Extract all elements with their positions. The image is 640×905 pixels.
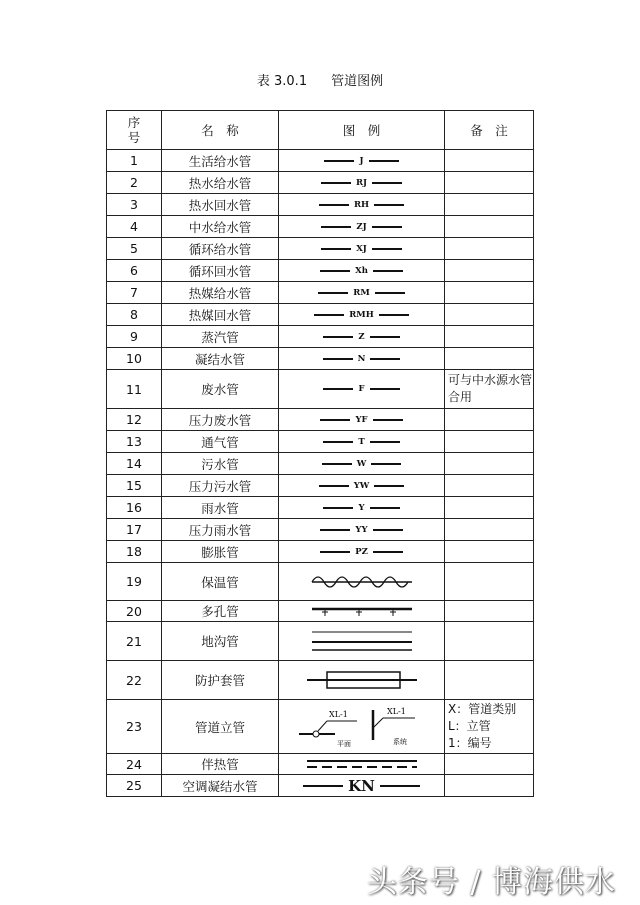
header-legend: 图 例 [279,111,445,150]
pipe-code: RMH [349,309,374,320]
pipe-legend-cell [279,700,445,754]
pipe-name: 管道立管 [162,700,279,754]
pipe-line [324,160,354,162]
pipe-name: 凝结水管 [162,348,279,370]
pipe-symbol [279,310,444,320]
pipe-symbol [279,525,444,535]
table-row [107,282,534,304]
note-text: 可与中水源水管合用 [448,373,533,404]
row-number: 20 [107,601,162,622]
row-number: 12 [107,409,162,431]
pipe-code: W [356,458,367,469]
pipe-line [320,529,350,531]
trench-pipe-symbol [307,626,417,656]
pipe-name: 雨水管 [162,497,279,519]
table-row [107,348,534,370]
pipe-legend-cell [279,260,445,282]
note-cell [445,348,534,370]
pipe-symbol [279,503,444,513]
header-name: 名 称 [162,111,279,150]
perforated-pipe-symbol [307,604,417,618]
row-number: 4 [107,216,162,238]
pipe-symbol [279,244,444,254]
pipe-legend-cell [279,661,445,700]
pipe-line [380,785,420,787]
table-row [107,601,534,622]
header-no: 序号 [107,111,162,150]
table-row [107,370,534,409]
note-cell [445,519,534,541]
table-row [107,541,534,563]
note-cell [445,541,534,563]
pipe-line [379,314,409,316]
pipe-legend-cell [279,370,445,409]
pipe-symbol [279,459,444,469]
row-number: 2 [107,172,162,194]
pipe-name: 地沟管 [162,622,279,661]
note-cell [445,238,534,260]
pipe-code: Y [358,502,365,513]
pipe-line [373,551,403,553]
table-caption [0,70,640,89]
pipe-symbol [279,288,444,298]
pipe-legend-cell [279,519,445,541]
table-row [107,661,534,700]
pipe-line [370,441,400,443]
pipe-code: RM [353,287,370,298]
pipe-line [372,248,402,250]
pipe-legend-cell [279,409,445,431]
table-header-row [107,111,534,150]
row-number: 18 [107,541,162,563]
pipe-name: 伴热管 [162,754,279,775]
table-title: 管道图例 [331,74,384,89]
pipe-legend-cell [279,282,445,304]
pipe-line [373,419,403,421]
note-cell [445,304,534,326]
row-number: 10 [107,348,162,370]
pipe-symbol [279,481,444,491]
note-cell [445,497,534,519]
row-number: 1 [107,150,162,172]
note-cell [445,194,534,216]
table-row [107,519,534,541]
pipe-code: PZ [355,546,368,557]
pipe-legend-cell [279,304,445,326]
note-cell [445,622,534,661]
pipe-name: 防护套管 [162,661,279,700]
table-row [107,172,534,194]
pipe-name: 空调凝结水管 [162,775,279,797]
sleeve-pipe-symbol [302,668,422,692]
row-number: 19 [107,563,162,601]
pipe-line [323,358,353,360]
pipe-line [371,463,401,465]
note-cell [445,453,534,475]
note-cell [445,370,534,409]
pipe-code: Z [358,331,365,342]
pipe-legend-cell [279,348,445,370]
pipe-name: 压力污水管 [162,475,279,497]
row-number: 3 [107,194,162,216]
pipe-line [320,270,350,272]
pipe-code: T [358,436,365,447]
row-number: 11 [107,370,162,409]
pipe-line [373,529,403,531]
note-cell [445,216,534,238]
note-cell [445,431,534,453]
pipe-code: XJ [356,243,367,254]
note-cell [445,475,534,497]
pipe-legend-cell [279,475,445,497]
pipe-legend-cell [279,431,445,453]
pipe-legend-cell [279,601,445,622]
pipe-symbol [279,222,444,232]
pipe-name: 中水给水管 [162,216,279,238]
pipe-code: YW [353,480,370,491]
watermark: 头条号 / 博海供水 [366,865,616,900]
pipe-symbol [279,384,444,394]
pipe-line [321,248,351,250]
table-row [107,431,534,453]
table-row [107,700,534,754]
pipe-symbol [279,332,444,342]
table-row [107,216,534,238]
pipe-line [319,204,349,206]
note-cell [445,260,534,282]
pipe-symbol [279,156,444,166]
pipe-line [372,226,402,228]
pipe-code: ZJ [356,221,367,232]
table-row [107,775,534,797]
pipe-symbol [279,437,444,447]
pipe-name: 通气管 [162,431,279,453]
pipe-line [303,785,343,787]
note-cell [445,326,534,348]
row-number: 16 [107,497,162,519]
pipe-line [320,419,350,421]
pipe-code: J [359,155,364,166]
note-line: 1：编号 [448,736,492,750]
pipe-line [369,160,399,162]
note-cell [445,172,534,194]
row-number: 23 [107,700,162,754]
pipe-legend-cell [279,754,445,775]
row-number: 22 [107,661,162,700]
table-row [107,260,534,282]
note-cell [445,282,534,304]
table-row [107,622,534,661]
pipe-line [323,388,353,390]
pipe-line [319,485,349,487]
pipe-legend-cell [279,172,445,194]
row-number: 21 [107,622,162,661]
pipe-code: YY [355,524,368,535]
table-number: 表 3.0.1 [256,74,308,89]
note-cell [445,601,534,622]
riser-tag: XL-1 [328,709,348,719]
pipe-legend-table [106,110,534,797]
pipe-line [321,226,351,228]
pipe-line [318,292,348,294]
table-row [107,409,534,431]
pipe-line [370,336,400,338]
row-number: 9 [107,326,162,348]
table-row [107,754,534,775]
table-row [107,475,534,497]
pipe-code: N [357,353,366,364]
table-row [107,304,534,326]
table-row [107,453,534,475]
note-line: L：立管 [448,719,491,733]
note-cell [445,563,534,601]
pipe-symbol [279,266,444,276]
pipe-symbol [279,547,444,557]
table-row [107,563,534,601]
pipe-line [323,441,353,443]
pipe-name: 热媒给水管 [162,282,279,304]
note-line: X：管道类别 [448,702,517,716]
note-cell [445,700,534,754]
pipe-legend-cell [279,563,445,601]
note-cell [445,661,534,700]
pipe-line [374,485,404,487]
pipe-legend-cell [279,150,445,172]
row-number: 13 [107,431,162,453]
pipe-line [320,551,350,553]
pipe-name: 压力雨水管 [162,519,279,541]
pipe-line [370,358,400,360]
pipe-line [314,314,344,316]
row-number: 7 [107,282,162,304]
row-number: 8 [107,304,162,326]
row-number: 17 [107,519,162,541]
row-number: 25 [107,775,162,797]
pipe-symbol [279,200,444,210]
pipe-name: 保温管 [162,563,279,601]
table-row [107,238,534,260]
row-number: 24 [107,754,162,775]
pipe-name: 废水管 [162,370,279,409]
pipe-legend-cell [279,194,445,216]
pipe-symbol [279,777,444,795]
row-number: 15 [107,475,162,497]
pipe-line [323,336,353,338]
pipe-name: 蒸汽管 [162,326,279,348]
pipe-name: 循环给水管 [162,238,279,260]
pipe-code: RJ [355,177,368,188]
pipe-line [322,463,352,465]
pipe-name: 污水管 [162,453,279,475]
header-note: 备 注 [445,111,534,150]
pipe-code: RH [353,199,370,210]
row-number: 6 [107,260,162,282]
pipe-symbol [279,178,444,188]
pipe-legend-cell [279,238,445,260]
pipe-line [323,507,353,509]
table-row [107,150,534,172]
pipe-line [374,204,404,206]
pipe-line [375,292,405,294]
system-label: 系统 [392,737,407,746]
pipe-code: F [358,384,365,394]
pipe-name: 热水给水管 [162,172,279,194]
pipe-legend-cell [279,216,445,238]
note-cell [445,150,534,172]
note-cell [445,409,534,431]
table-row [107,497,534,519]
pipe-legend-cell [279,541,445,563]
pipe-name: 热媒回水管 [162,304,279,326]
pipe-code: YF [355,414,368,425]
pipe-line [373,270,403,272]
plan-label: 平面 [336,739,351,748]
pipe-line [321,182,351,184]
row-number: 5 [107,238,162,260]
row-number: 14 [107,453,162,475]
riser-tag: XL-1 [386,706,406,716]
pipe-legend-cell [279,326,445,348]
pipe-name: 压力废水管 [162,409,279,431]
pipe-legend-cell [279,497,445,519]
table-row [107,326,534,348]
pipe-code: KN [348,776,375,795]
pipe-legend-cell [279,622,445,661]
pipe-line [370,507,400,509]
pipe-code: Xh [355,265,368,276]
pipe-name: 生活给水管 [162,150,279,172]
pipe-name: 多孔管 [162,601,279,622]
pipe-name: 循环回水管 [162,260,279,282]
pipe-symbol [279,354,444,364]
pipe-legend-cell [279,453,445,475]
note-cell [445,775,534,797]
riser-symbol [297,704,427,750]
tracing-pipe-symbol [302,757,422,771]
pipe-line [370,388,400,390]
note-cell [445,754,534,775]
wave-pipe-symbol [307,570,417,594]
table-row [107,194,534,216]
pipe-legend-cell [279,775,445,797]
pipe-line [372,182,402,184]
pipe-name: 热水回水管 [162,194,279,216]
pipe-symbol [279,415,444,425]
pipe-name: 膨胀管 [162,541,279,563]
